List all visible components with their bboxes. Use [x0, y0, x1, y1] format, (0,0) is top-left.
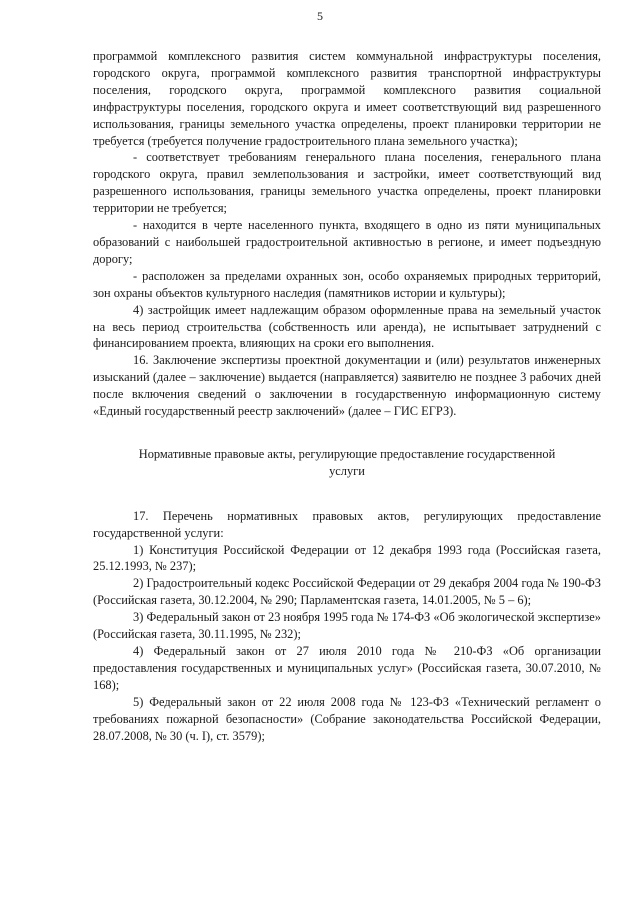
paragraph-protected-zones: - расположен за пределами охранных зон, особо охраняемых природных территорий, зон охраны объектов культурного наследия (памятников истории и культуры);	[93, 268, 601, 300]
document-body	[93, 48, 601, 744]
page-number: 5	[317, 9, 323, 23]
paragraph-general-plan: - соответствует требованиям генерального плана поселения, генерального плана городского округа, правил землепользования и застройки, имеет соответствующий вид разрешенного использования, границы земельного участка определены, проект планировки территории не требуется;	[93, 150, 601, 216]
paragraph-item-16: 16. Заключение экспертизы проектной документации и (или) результатов инженерных изысканий (далее – заключение) выдается (направляется) заявителю не позднее 3 рабочих дней после включения сведений о заключении в государственную информационную систему «Единый государственный реестр заключений» (далее – ГИС ЕГРЗ).	[93, 353, 601, 419]
paragraph-item-17: 17. Перечень нормативных правовых актов, регулирующих предоставление государственной услуги:	[93, 508, 601, 540]
paragraph-item-4: 4) застройщик имеет надлежащим образом оформленные права на земельный участок на весь период строительства (собственность или аренда), не испытывает затруднений с финансированием проекта, влияющих на сроки его выполнения.	[93, 302, 601, 351]
list-item-eco-expertise-law: 3) Федеральный закон от 23 ноября 1995 года № 174-ФЗ «Об экологической экспертизе» (Российская газета, 30.11.1995, № 232);	[93, 610, 601, 642]
list-item-public-services-law: 4) Федеральный закон от 27 июля 2010 года № 210-ФЗ «Об организации предоставления государственных и муниципальных услуг» (Российская газета, 30.07.2010, № 168);	[93, 644, 601, 692]
list-item-urban-code: 2) Градостроительный кодекс Российской Федерации от 29 декабря 2004 года № 190-ФЗ (Российская газета, 30.12.2004, № 290; Парламентская газета, 14.01.2005, № 5 – 6);	[93, 576, 601, 608]
list-item-fire-safety-law: 5) Федеральный закон от 22 июля 2008 года № 123-ФЗ «Технический регламент о требованиях пожарной безопасности» (Собрание законодательства Российской Федерации, 28.07.2008, № 30 (ч. I), ст. 3579);	[93, 694, 601, 743]
list-item-constitution: 1) Конституция Российской Федерации от 12 декабря 1993 года (Российская газета, 25.12.1993, № 237);	[93, 542, 601, 574]
section-heading: Нормативные правовые акты, регулирующие предоставление государственной услуги	[138, 446, 556, 478]
paragraph-settlement: - находится в черте населенного пункта, входящего в одно из пяти муниципальных образований с наибольшей градостроительной активностью в регионе, и имеет подъездную дорогу;	[93, 218, 601, 266]
paragraph-continuation: программой комплексного развития систем коммунальной инфраструктуры поселения, городского округа, программой комплексного развития транспортной инфраструктуры поселения, городского округа, программой комплексного развития социальной инфраструктуры поселения, городского округа и имеет соответствующий вид разрешенного использования, границы земельного участка определены, проект планировки территории не требуется (требуется получение градостроительного плана земельного участка);	[93, 49, 601, 148]
